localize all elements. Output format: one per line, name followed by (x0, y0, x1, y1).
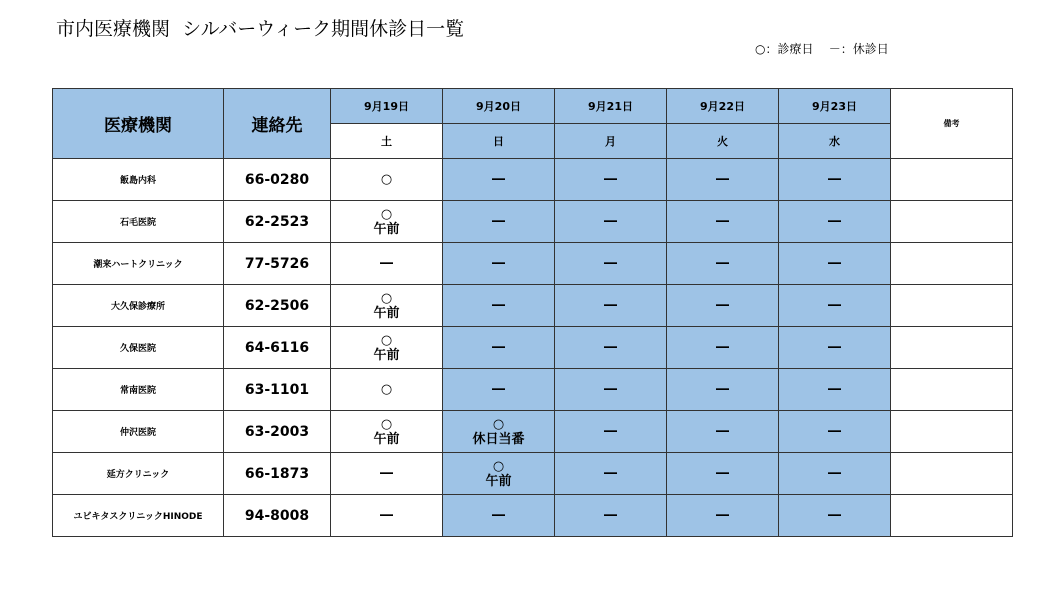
status-mark: ― (716, 172, 729, 187)
status-mark: ○ (492, 416, 505, 432)
status-mark: ○ (380, 290, 393, 306)
phone-number: 62-2506 (224, 285, 331, 327)
status-cell (443, 327, 555, 369)
column-header-facility: 医療機関 (53, 89, 224, 159)
status-cell (443, 495, 555, 537)
status-cell (667, 369, 779, 411)
facility-name: 仲沢医院 (53, 411, 224, 453)
status-mark: ― (492, 172, 505, 187)
status-mark: ― (716, 466, 729, 481)
status-mark: ― (716, 508, 729, 523)
note-cell (891, 285, 1013, 327)
status-cell (331, 285, 443, 327)
table-row (53, 495, 1013, 537)
phone-number: 62-2523 (224, 201, 331, 243)
column-header-note: 備考 (891, 89, 1013, 159)
status-cell (667, 285, 779, 327)
status-cell (443, 159, 555, 201)
status-mark: ― (604, 298, 617, 313)
status-mark: ― (716, 214, 729, 229)
status-cell (331, 495, 443, 537)
status-cell (555, 201, 667, 243)
status-note: 午前 (373, 221, 400, 237)
table-row (53, 201, 1013, 243)
phone-number: 77-5726 (224, 243, 331, 285)
status-mark: ― (716, 382, 729, 397)
status-cell (555, 327, 667, 369)
status-mark: ― (380, 466, 393, 481)
status-mark: ― (604, 214, 617, 229)
note-cell (891, 453, 1013, 495)
status-cell (331, 243, 443, 285)
status-cell (779, 411, 891, 453)
facility-name: 石毛医院 (53, 201, 224, 243)
status-note: 午前 (373, 347, 400, 363)
header-row-dates (53, 89, 1013, 124)
status-cell (443, 369, 555, 411)
status-mark: ― (604, 508, 617, 523)
facility-name: 大久保診療所 (53, 285, 224, 327)
weekday-header: 火 (667, 124, 779, 159)
status-mark: ― (828, 340, 841, 355)
status-cell (779, 243, 891, 285)
status-cell (555, 243, 667, 285)
table-row (53, 159, 1013, 201)
legend: ○：診療日 －：休診日 (755, 42, 889, 56)
facility-name: 潮来ハートクリニック (53, 243, 224, 285)
status-mark: ― (492, 382, 505, 397)
status-cell (331, 411, 443, 453)
status-cell (779, 453, 891, 495)
weekday-header: 土 (331, 124, 443, 159)
status-cell (331, 159, 443, 201)
status-mark: ― (828, 382, 841, 397)
status-mark: ― (828, 508, 841, 523)
note-cell (891, 327, 1013, 369)
status-note: 休日当番 (472, 431, 525, 447)
status-note: 午前 (373, 305, 400, 321)
status-mark: ― (716, 256, 729, 271)
status-cell (443, 453, 555, 495)
status-cell (555, 369, 667, 411)
table-row (53, 369, 1013, 411)
status-cell (667, 159, 779, 201)
status-mark: ― (604, 340, 617, 355)
column-header-date: 9月22日 (667, 89, 779, 124)
phone-number: 66-0280 (224, 159, 331, 201)
phone-number: 66-1873 (224, 453, 331, 495)
phone-number: 63-1101 (224, 369, 331, 411)
status-mark: ― (828, 214, 841, 229)
status-cell (555, 285, 667, 327)
table-row (53, 243, 1013, 285)
status-mark: ― (604, 424, 617, 439)
status-note: 午前 (373, 431, 400, 447)
status-cell (443, 243, 555, 285)
table-row (53, 327, 1013, 369)
status-mark: ― (716, 340, 729, 355)
status-mark: ○ (380, 172, 393, 187)
column-header-date: 9月20日 (443, 89, 555, 124)
status-cell (779, 159, 891, 201)
status-mark: ― (828, 172, 841, 187)
status-mark: ― (492, 214, 505, 229)
status-cell (331, 327, 443, 369)
status-mark: ○ (380, 416, 393, 432)
status-cell (555, 411, 667, 453)
status-mark: ― (492, 340, 505, 355)
status-cell (555, 495, 667, 537)
status-cell (667, 495, 779, 537)
status-mark: ― (604, 256, 617, 271)
note-cell (891, 495, 1013, 537)
status-cell (667, 243, 779, 285)
facility-name: 常南医院 (53, 369, 224, 411)
status-note: 午前 (485, 473, 512, 489)
note-cell (891, 159, 1013, 201)
status-mark: ― (380, 508, 393, 523)
phone-number: 63-2003 (224, 411, 331, 453)
table-row (53, 285, 1013, 327)
status-mark: ― (492, 508, 505, 523)
status-cell (779, 327, 891, 369)
status-cell (443, 411, 555, 453)
status-cell (667, 201, 779, 243)
status-mark: ― (604, 382, 617, 397)
status-cell (779, 369, 891, 411)
status-mark: ○ (380, 332, 393, 348)
status-mark: ― (828, 298, 841, 313)
weekday-header: 日 (443, 124, 555, 159)
phone-number: 94-8008 (224, 495, 331, 537)
status-mark: ○ (380, 382, 393, 397)
status-mark: ― (828, 424, 841, 439)
weekday-header: 水 (779, 124, 891, 159)
status-mark: ○ (380, 206, 393, 222)
note-cell (891, 201, 1013, 243)
status-cell (667, 327, 779, 369)
status-cell (443, 285, 555, 327)
page-title: 市内医療機関 シルバーウィーク期間休診日一覧 (56, 18, 465, 40)
status-mark: ― (604, 466, 617, 481)
status-cell (331, 369, 443, 411)
phone-number: 64-6116 (224, 327, 331, 369)
holiday-schedule-table (52, 88, 1013, 537)
status-cell (331, 201, 443, 243)
note-cell (891, 369, 1013, 411)
status-mark: ― (716, 298, 729, 313)
status-mark: ― (828, 466, 841, 481)
status-mark: ― (380, 256, 393, 271)
status-mark: ― (828, 256, 841, 271)
status-mark: ― (492, 298, 505, 313)
status-mark: ― (716, 424, 729, 439)
status-cell (779, 495, 891, 537)
column-header-date: 9月23日 (779, 89, 891, 124)
note-cell (891, 411, 1013, 453)
status-cell (443, 201, 555, 243)
table-row (53, 411, 1013, 453)
status-mark: ― (492, 256, 505, 271)
facility-name: ユビキタスクリニックHINODE (53, 495, 224, 537)
column-header-contact: 連絡先 (224, 89, 331, 159)
status-cell (667, 453, 779, 495)
column-header-date: 9月19日 (331, 89, 443, 124)
status-cell (331, 453, 443, 495)
facility-name: 久保医院 (53, 327, 224, 369)
facility-name: 延方クリニック (53, 453, 224, 495)
status-mark: ○ (492, 458, 505, 474)
status-cell (667, 411, 779, 453)
weekday-header: 月 (555, 124, 667, 159)
status-cell (555, 453, 667, 495)
status-cell (779, 285, 891, 327)
table-row (53, 453, 1013, 495)
column-header-date: 9月21日 (555, 89, 667, 124)
status-cell (779, 201, 891, 243)
facility-name: 飯島内科 (53, 159, 224, 201)
note-cell (891, 243, 1013, 285)
status-cell (555, 159, 667, 201)
status-mark: ― (604, 172, 617, 187)
table-body (53, 159, 1013, 537)
